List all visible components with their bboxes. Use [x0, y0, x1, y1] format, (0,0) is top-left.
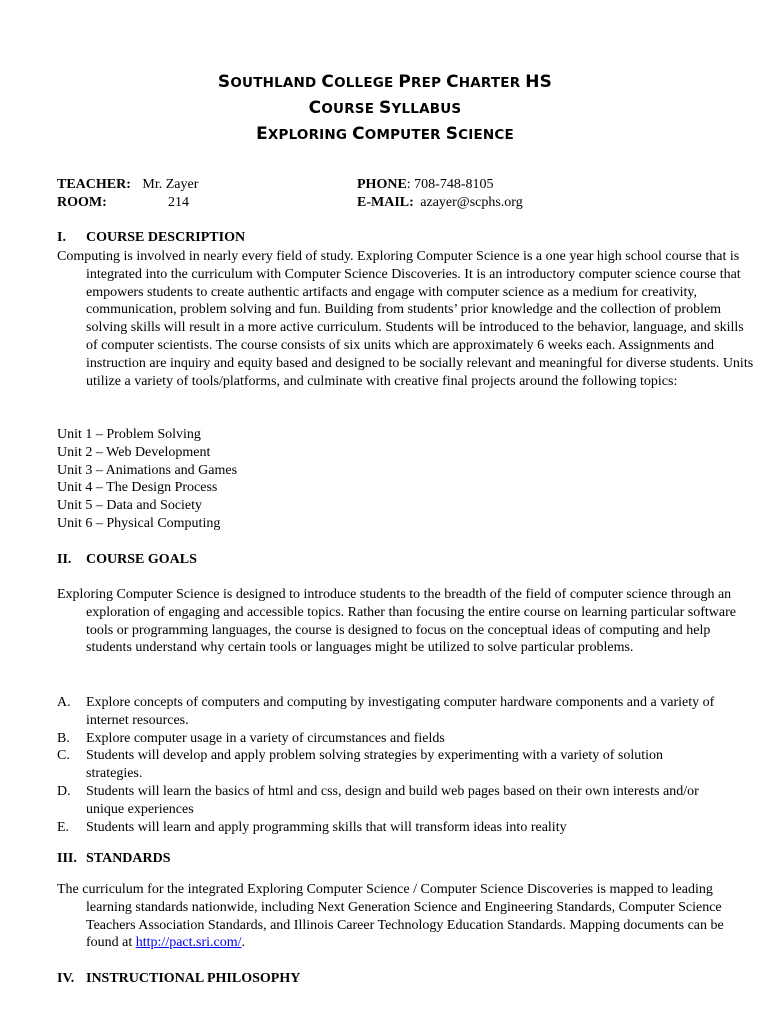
phone-value: : 708-748-8105 — [406, 177, 494, 192]
email-row — [357, 194, 523, 212]
goal-text: Explore concepts of computers and computing by investigating computer hardware components and a variety of internet resources. — [86, 695, 715, 728]
section-number: III. — [57, 851, 77, 866]
list-item — [57, 747, 717, 783]
section-instructional-philosophy-heading — [57, 970, 300, 988]
teacher-row — [57, 176, 198, 194]
teacher-value: Mr. Zayer — [142, 177, 199, 192]
section-standards-heading — [57, 850, 171, 868]
list-item — [57, 819, 717, 837]
title-capital: E — [256, 124, 268, 144]
title-capital: S — [217, 72, 231, 92]
title-capital: C — [352, 124, 365, 144]
title-smallcaps: REP — [411, 75, 447, 91]
list-item: Unit 2 – Web Development — [57, 444, 211, 460]
list-item: Unit 4 – The Design Process — [57, 480, 218, 496]
room-value: 214 — [168, 195, 189, 210]
title-capital: C — [308, 98, 322, 118]
section-number: II. — [57, 552, 72, 567]
list-item: Unit 6 – Physical Computing — [57, 515, 221, 531]
email-label: E-MAIL: — [357, 195, 414, 210]
goal-text: Students will learn and apply programming skills that will transform ideas into reality — [86, 819, 567, 835]
course-description-paragraph: Computing is involved in nearly every field of study. Exploring Computer Science is a one year high school course that is integrated into the curriculum with Computer Science Discoveries. It is an introductory computer science course that empowers students to create authentic artifacts and engage with computer science as a medium for creativity, communication, problem solving and fun. Building from students’ prior knowledge and the collection of problem solving skills will result in a more active curriculum. Students will be introduced to the behavior, language, and skills of computer scientists. The course consists of six units which are approximately 6 weeks each. Assignments and instruction are inquiry and equity based and designed to be socially relevant and meaningful for diverse students. Units utilize a variety of tools/platforms, and culminate with creative final projects around the following topics: — [57, 249, 754, 389]
goal-letter: E. — [57, 819, 70, 835]
list-item — [57, 783, 717, 819]
document-title — [0, 70, 770, 148]
list-item: Unit 1 – Problem Solving — [57, 427, 201, 442]
title-smallcaps: HARTER — [458, 75, 526, 91]
goal-letter: B. — [57, 730, 70, 746]
title-capital: P — [398, 72, 412, 92]
unit-list — [57, 426, 457, 533]
title-smallcaps: OMPUTER — [364, 127, 446, 143]
email-value: azayer@scphs.org — [420, 195, 523, 210]
section-title: COURSE DESCRIPTION — [86, 230, 246, 245]
phone-label: PHONE — [357, 177, 407, 192]
title-smallcaps: OURSE — [321, 101, 380, 117]
title-capital: C — [446, 72, 459, 92]
goal-letter: C. — [57, 748, 70, 764]
course-name — [0, 122, 770, 148]
goal-text: Students will develop and apply problem solving strategies by experimenting with a variety of solution strategies. — [86, 748, 664, 782]
goal-text: Explore computer usage in a variety of circumstances and fields — [86, 730, 445, 746]
list-item — [57, 694, 717, 730]
room-row — [57, 194, 189, 212]
title-smallcaps: CIENCE — [458, 127, 514, 143]
goal-letter: D. — [57, 783, 71, 799]
section-number: IV. — [57, 971, 75, 986]
teacher-label: TEACHER: — [57, 177, 131, 192]
title-capital: C — [321, 72, 335, 92]
school-name — [0, 70, 770, 96]
section-title: STANDARDS — [86, 851, 171, 866]
list-item: Unit 3 – Animations and Games — [57, 462, 238, 478]
syllabus-heading — [0, 96, 770, 122]
title-smallcaps: XPLORING — [267, 127, 353, 143]
goals-list — [57, 694, 717, 836]
title-smallcaps: OLLEGE — [334, 75, 399, 91]
goal-text: Students will learn the basics of html and css, design and build web pages based on their own interests and/or unique experiences — [86, 783, 699, 817]
title-smallcaps: YLLABUS — [391, 101, 462, 117]
title-capital: HS — [525, 72, 553, 92]
section-title: COURSE GOALS — [86, 552, 197, 567]
section-course-description-heading — [57, 229, 245, 247]
phone-row — [357, 176, 494, 194]
goal-letter: A. — [57, 695, 71, 710]
pact-link[interactable]: http://pact.sri.com/ — [135, 935, 242, 951]
standards-period: . — [241, 935, 246, 951]
list-item: Unit 5 – Data and Society — [57, 498, 203, 514]
section-course-goals-heading — [57, 551, 197, 569]
title-capital: S — [379, 98, 392, 118]
course-goals-paragraph: Exploring Computer Science is designed to introduce students to the breadth of the field of computer science through an exploration of engaging and accessible topics. Rather than focusing the entire course on learning particular software tools or programming languages, the course is designed to focus on the conceptual ideas of computing and help students understand why certain tools or languages might be utilized to solve particular problems. — [57, 587, 736, 656]
standards-text: The curriculum for the integrated Exploring Computer Science / Computer Science Discoveries is mapped to leading learning standards nationwide, including Next Generation Science and Engineering Standards, Computer Science Teachers Association Standards, and Illinois Career Technology Education Standards. Mapping documents can be found at — [57, 882, 724, 951]
section-number: I. — [57, 230, 66, 245]
title-capital: S — [445, 124, 459, 144]
title-smallcaps: OUTHLAND — [230, 75, 322, 91]
section-title: INSTRUCTIONAL PHILOSOPHY — [86, 971, 301, 986]
room-label: ROOM: — [57, 195, 107, 210]
list-item — [57, 730, 717, 748]
standards-paragraph — [57, 881, 758, 952]
